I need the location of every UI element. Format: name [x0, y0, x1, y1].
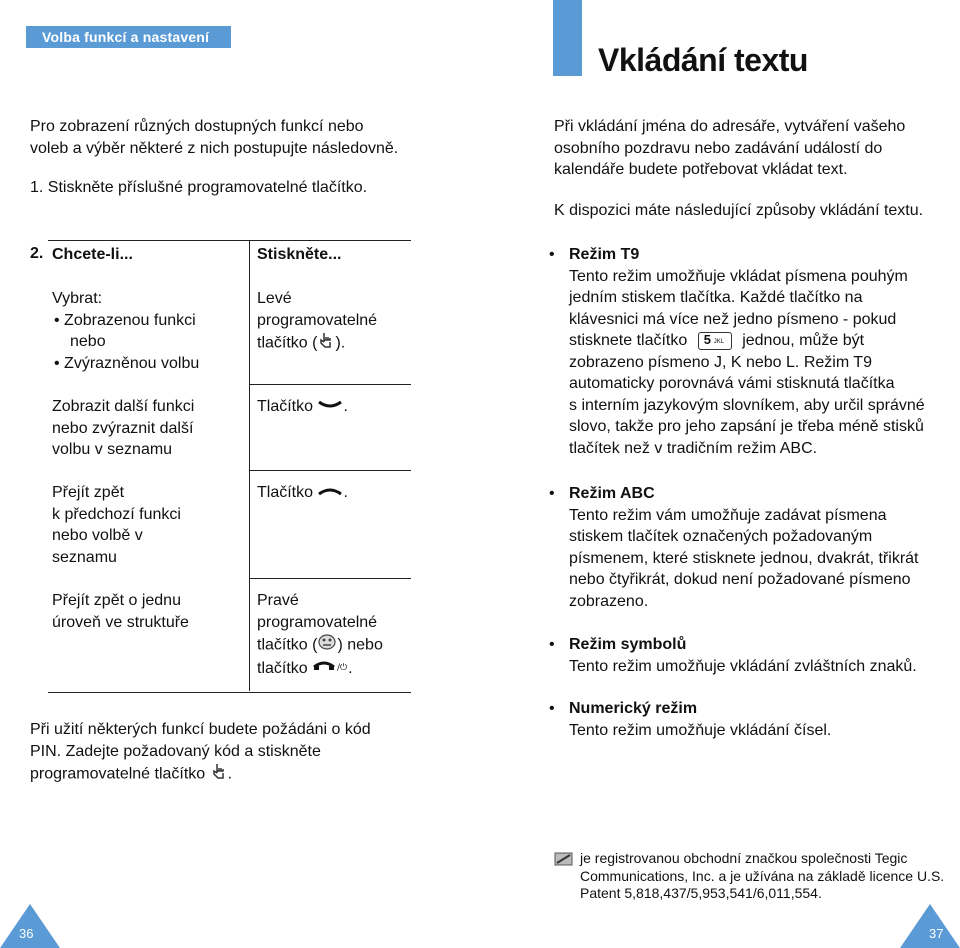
table-row-want	[52, 396, 194, 461]
cell-line: Přejít zpět o jednu	[52, 592, 181, 609]
step-2-number: 2.	[30, 245, 44, 262]
cell-line: nebo	[70, 333, 106, 350]
table-row-press	[257, 288, 377, 356]
cell-line: • Zobrazenou funkci	[54, 311, 196, 329]
mode-t9	[549, 244, 925, 459]
row-divider	[249, 470, 411, 471]
mode-line: Tento režim umožňuje vkládání čísel.	[569, 721, 832, 739]
cell-text: ).	[335, 334, 346, 352]
mode-abc	[549, 483, 919, 612]
cell-line: Zobrazit další funkci	[52, 398, 195, 415]
end-call-icon	[312, 658, 348, 680]
cell-text: .	[343, 398, 348, 415]
table-row-press	[257, 590, 383, 679]
cell-line: volbu v seznamu	[52, 441, 173, 458]
mode-line: Tento režim vám umožňuje zadávat písmena	[569, 506, 887, 524]
mode-line: klávesnici má více než jedno písmeno - pokud	[569, 310, 897, 328]
nav-down-icon	[317, 396, 343, 418]
bullet: •	[549, 246, 555, 263]
cell-line: seznamu	[52, 548, 117, 566]
cell-text: tlačítko (	[257, 334, 318, 352]
nav-up-icon	[317, 482, 343, 504]
mode-name: Režim symbolů	[569, 636, 687, 653]
page-title: Vkládání textu	[598, 42, 808, 78]
intro-line: Při vkládání jména do adresáře, vytváření vašeho	[554, 118, 906, 135]
intro-line: kalendáře budete potřebovat vkládat text.	[554, 161, 848, 178]
pin-note-line: Při užití některých funkcí budete požádáni o kód	[30, 721, 371, 738]
cell-line: Pravé	[257, 592, 299, 609]
svg-text:/⏻: /⏻	[337, 662, 348, 673]
table-row-press	[257, 396, 348, 418]
cell-line: nebo zvýraznit další	[52, 419, 194, 437]
mode-text: jednou, může být	[742, 332, 865, 349]
mode-line: jedním stiskem tlačítka. Každé tlačítko na	[569, 289, 863, 306]
cell-line	[257, 331, 377, 356]
bullet: •	[549, 700, 555, 717]
mode-line: Tento režim umožňuje vkládání zvláštních znaků.	[569, 657, 917, 675]
right-intro-2: K dispozici máte následující způsoby vkládání textu.	[554, 202, 924, 219]
footnote-line: Patent 5,818,437/5,953,541/6,011,554.	[580, 885, 822, 901]
mode-text: stisknete tlačítko	[569, 332, 688, 349]
mode-line: zobrazeno.	[569, 592, 649, 610]
bullet: •	[549, 636, 555, 653]
intro-line: voleb a výběr některé z nich postupujte následovně.	[30, 139, 399, 157]
intro-line: Pro zobrazení různých dostupných funkcí nebo	[30, 118, 364, 135]
cell-line	[257, 633, 383, 658]
cell-text: tlačítko (	[257, 636, 318, 654]
mode-line: stiskem tlačítek označených požadovaným	[569, 528, 873, 545]
row-divider	[249, 578, 411, 579]
cell-text: ) nebo	[337, 636, 383, 654]
pin-note-line: PIN. Zadejte požadovaný kód a stiskněte	[30, 742, 321, 760]
left-softkey-icon	[317, 331, 335, 356]
cell-line: Vybrat:	[52, 290, 103, 307]
key-5-letters: JKL	[713, 338, 725, 345]
cell-line: • Zvýrazněnou volbu	[54, 354, 200, 372]
left-softkey-icon	[210, 762, 228, 787]
mode-line: s interním jazykovým slovníkem, aby určil správné	[569, 396, 925, 414]
intro-paragraph	[30, 116, 398, 159]
cell-line: programovatelné	[257, 613, 378, 631]
cell-line: nebo volbě v	[52, 527, 143, 544]
section-tab: Volba funkcí a nastavení	[26, 26, 231, 48]
footnote-line: Communications, Inc. a je užívána na základě licence U.S.	[580, 867, 945, 884]
cell-text: .	[348, 659, 353, 677]
table-divider	[249, 241, 250, 691]
intro-line: osobního pozdravu nebo zadávání událostí do	[554, 139, 883, 157]
right-softkey-icon	[317, 633, 337, 658]
table-row-want	[52, 482, 181, 568]
mode-line: tlačítek než v tradičním režim ABC.	[569, 439, 818, 457]
mode-line: Tento režim umožňuje vkládat písmena pouhým	[569, 267, 908, 285]
mode-symbols	[549, 634, 917, 677]
pin-note	[30, 719, 371, 787]
mode-line: zobrazeno písmeno J, K nebo L. Režim T9	[569, 353, 872, 371]
column-header-press: Stiskněte...	[257, 246, 342, 263]
cell-text: Tlačítko	[257, 484, 314, 501]
cell-text: tlačítko	[257, 659, 308, 677]
mode-line: písmenem, které stisknete jednou, dvakrát, třikrát	[569, 549, 919, 567]
cell-line: k předchozí funkci	[52, 505, 181, 523]
cell-line: Levé	[257, 290, 292, 307]
key-5-digit: 5	[703, 331, 711, 347]
table-row-want	[52, 288, 199, 374]
footnote	[580, 850, 950, 903]
key-5-icon	[698, 332, 732, 350]
table-row-press	[257, 482, 348, 504]
mode-line: slovo, takže pro jeho zapsání je třeba méně stisků	[569, 418, 924, 435]
t9-logo-icon	[554, 851, 574, 872]
bullet: •	[549, 485, 555, 502]
table-row-want	[52, 590, 189, 633]
mode-name: Numerický režim	[569, 700, 698, 717]
pin-note-line	[30, 762, 371, 787]
cell-line: programovatelné	[257, 311, 378, 329]
instructions-table	[48, 240, 411, 693]
right-intro	[554, 116, 905, 181]
mode-line: automaticky porovnává vámi stisknutá tlačítka	[569, 375, 895, 392]
mode-name: Režim ABC	[569, 485, 655, 502]
footnote-line: je registrovanou obchodní značkou společnosti Tegic	[580, 850, 908, 866]
step-1: 1. Stiskněte příslušné programovatelné tlačítko.	[30, 179, 368, 196]
mode-line	[569, 330, 925, 352]
cell-text: .	[343, 484, 348, 501]
mode-numeric	[549, 698, 832, 741]
column-header-want: Chcete-li...	[52, 246, 133, 263]
row-divider	[249, 384, 411, 385]
mode-line: nebo čtyřikrát, dokud není požadované písmeno	[569, 571, 911, 588]
pin-note-text: .	[227, 765, 233, 783]
page-number: 36	[19, 926, 34, 941]
mode-name: Režim T9	[569, 246, 640, 263]
cell-line: úroveň ve struktuře	[52, 613, 189, 631]
pin-note-text: programovatelné tlačítko	[30, 765, 206, 783]
cell-line: Přejít zpět	[52, 484, 125, 501]
cell-line	[257, 658, 383, 680]
cell-text: Tlačítko	[257, 398, 314, 415]
title-accent-bar	[553, 0, 582, 76]
page-number: 37	[929, 926, 944, 941]
